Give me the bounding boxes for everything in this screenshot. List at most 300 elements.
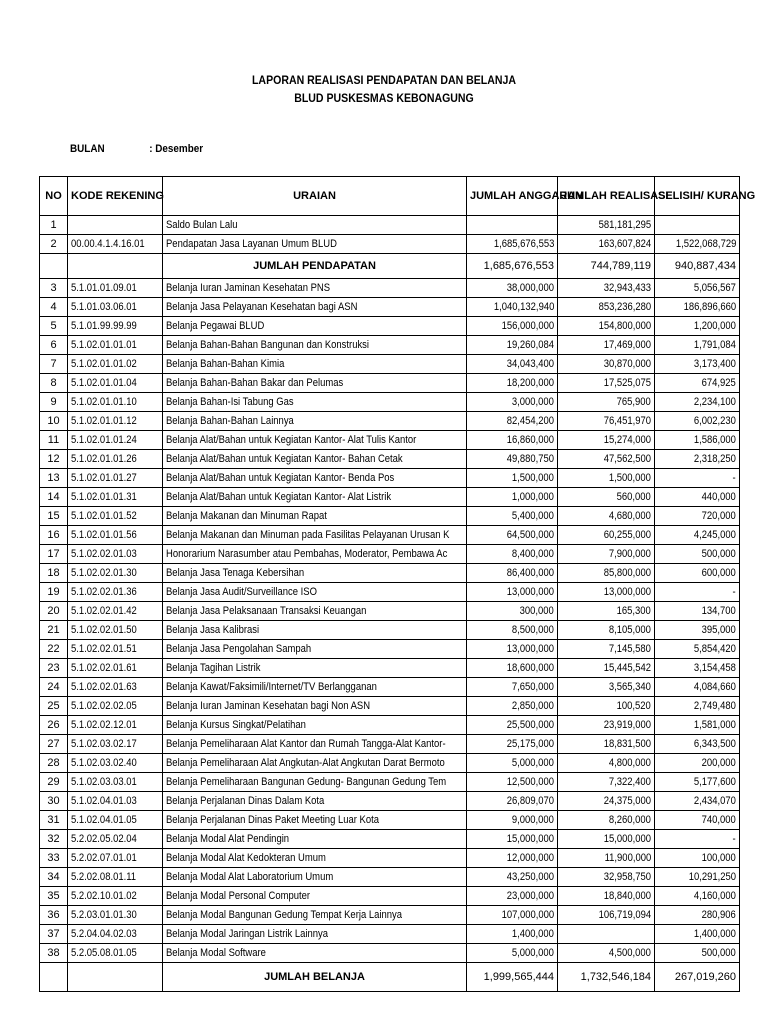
cell-uraian-text: Belanja Perjalanan Dinas Paket Meeting Luar Kota: [166, 814, 379, 826]
cell-realisasi: [558, 735, 655, 754]
cell-selisih: [655, 697, 740, 716]
cell-no-text: 23: [47, 662, 60, 674]
cell-selisih-text: 1,586,000: [693, 434, 736, 446]
cell-realisasi: [558, 298, 655, 317]
cell-selisih-text: 4,245,000: [693, 529, 736, 541]
cell-realisasi: [558, 336, 655, 355]
cell-selisih: [655, 621, 740, 640]
cell-no-text: 24: [47, 681, 60, 693]
cell-no-text: 1: [50, 219, 57, 231]
cell-no: [40, 235, 68, 254]
table-row: [40, 374, 740, 393]
cell-realisasi-text: 560,000: [616, 491, 651, 503]
cell-selisih-text: 2,318,250: [693, 453, 736, 465]
cell-realisasi: [558, 716, 655, 735]
cell-realisasi: [558, 811, 655, 830]
cell-realisasi-text: 15,274,000: [603, 434, 651, 446]
cell-selisih: [655, 925, 740, 944]
cell-uraian: [163, 279, 467, 298]
cell-no: [40, 640, 68, 659]
cell-anggaran: [467, 659, 558, 678]
cell-selisih: [655, 298, 740, 317]
cell-uraian: [163, 830, 467, 849]
cell-no: [40, 659, 68, 678]
cell-anggaran-text: 16,860,000: [506, 434, 554, 446]
cell-uraian-text: Belanja Iuran Jaminan Kesehatan bagi Non ASN: [166, 700, 371, 712]
total-belanja-realisasi: 1,732,546,184: [558, 963, 655, 992]
cell-uraian: [163, 298, 467, 317]
cell-realisasi: [558, 317, 655, 336]
cell-selisih: [655, 545, 740, 564]
cell-realisasi-text: 47,562,500: [603, 453, 651, 465]
cell-anggaran-text: 5,400,000: [511, 510, 554, 522]
cell-uraian-text: Belanja Alat/Bahan untuk Kegiatan Kantor- Bahan Cetak: [166, 453, 403, 465]
table-row: [40, 944, 740, 963]
cell-selisih-text: 100,000: [701, 852, 736, 864]
cell-uraian-text: Belanja Modal Alat Laboratorium Umum: [166, 871, 334, 883]
cell-selisih: [655, 583, 740, 602]
cell-anggaran-text: 300,000: [519, 605, 554, 617]
cell-realisasi-text: 163,607,824: [598, 238, 651, 250]
cell-no: [40, 583, 68, 602]
cell-kode: [68, 564, 163, 583]
cell-uraian: [163, 792, 467, 811]
cell-anggaran-text: 12,000,000: [506, 852, 554, 864]
cell-anggaran: [467, 697, 558, 716]
table-row: [40, 849, 740, 868]
cell-uraian-text: Belanja Makanan dan Minuman pada Fasilitas Pelayanan Urusan K: [166, 529, 450, 541]
cell-selisih-text: 2,434,070: [693, 795, 736, 807]
cell-realisasi-text: 15,445,542: [603, 662, 651, 674]
cell-no: [40, 393, 68, 412]
table-row: [40, 507, 740, 526]
cell-kode: [68, 830, 163, 849]
table-row: [40, 716, 740, 735]
cell-realisasi: [558, 773, 655, 792]
table-row: [40, 216, 740, 235]
cell-realisasi-text: 11,900,000: [604, 852, 651, 864]
cell-realisasi-text: 1,500,000: [608, 472, 651, 484]
cell-no: [40, 602, 68, 621]
cell-uraian-text: Saldo Bulan Lalu: [166, 219, 238, 231]
cell-anggaran-text: 34,043,400: [506, 358, 554, 370]
cell-no-text: 29: [47, 776, 60, 788]
cell-uraian-text: Belanja Modal Software: [166, 947, 266, 959]
cell-kode-text: 5.2.05.08.01.05: [71, 947, 137, 959]
cell-realisasi-text: 581,181,295: [598, 219, 651, 231]
cell-kode-text: 5.1.02.02.02.05: [71, 700, 137, 712]
table-row: [40, 887, 740, 906]
cell-selisih-text: 6,002,230: [693, 415, 736, 427]
cell-uraian-text: Belanja Pemeliharaan Alat Angkutan-Alat Angkutan Darat Bermoto: [166, 757, 445, 769]
cell-selisih: [655, 412, 740, 431]
cell-kode: [68, 602, 163, 621]
table-row: [40, 450, 740, 469]
cell-uraian-text: Belanja Bahan-Bahan Lainnya: [166, 415, 294, 427]
cell-no-text: 31: [47, 814, 60, 826]
cell-selisih: [655, 830, 740, 849]
cell-no: [40, 849, 68, 868]
cell-selisih-text: 5,854,420: [693, 643, 736, 655]
cell-realisasi-text: 4,680,000: [608, 510, 651, 522]
col-header-kode: KODE REKENING: [68, 177, 163, 216]
cell-kode: [68, 735, 163, 754]
cell-anggaran-text: 1,500,000: [511, 472, 554, 484]
cell-kode-text: 5.1.02.03.03.01: [71, 776, 137, 788]
cell-anggaran-text: 19,260,084: [506, 339, 554, 351]
cell-anggaran: [467, 279, 558, 298]
cell-anggaran-text: 26,809,070: [506, 795, 554, 807]
cell-selisih: [655, 792, 740, 811]
cell-kode-text: 5.1.02.02.01.50: [71, 624, 137, 636]
cell-no: [40, 906, 68, 925]
cell-kode: [68, 526, 163, 545]
period-separator: :: [149, 143, 153, 155]
cell-kode-text: 5.2.02.10.01.02: [71, 890, 137, 902]
cell-realisasi-text: 17,525,075: [603, 377, 651, 389]
cell-no-text: 6: [50, 339, 57, 351]
cell-no: [40, 216, 68, 235]
cell-kode-text: 5.1.02.01.01.04: [71, 377, 137, 389]
cell-selisih-text: 4,160,000: [693, 890, 736, 902]
belanja-section: [40, 279, 740, 963]
cell-no-text: 21: [47, 624, 60, 636]
cell-kode-text: 00.00.4.1.4.16.01: [71, 238, 145, 250]
cell-selisih: [655, 811, 740, 830]
cell-uraian: [163, 216, 467, 235]
cell-kode-text: 5.1.01.01.09.01: [71, 282, 137, 294]
cell-uraian-text: Pendapatan Jasa Layanan Umum BLUD: [166, 238, 337, 250]
table-row: [40, 564, 740, 583]
cell-no-text: 8: [50, 377, 57, 389]
cell-kode: [68, 621, 163, 640]
cell-selisih: [655, 868, 740, 887]
cell-anggaran: [467, 355, 558, 374]
cell-selisih-text: 280,906: [701, 909, 736, 921]
cell-selisih-text: -: [732, 586, 736, 598]
table-row: [40, 412, 740, 431]
cell-anggaran: [467, 526, 558, 545]
total-pendapatan-label: JUMLAH PENDAPATAN: [163, 254, 467, 279]
report-subtitle: BLUD PUSKESMAS KEBONAGUNG: [294, 91, 474, 105]
cell-kode: [68, 887, 163, 906]
cell-no: [40, 355, 68, 374]
cell-no: [40, 431, 68, 450]
cell-anggaran-text: 25,175,000: [506, 738, 554, 750]
cell-selisih: [655, 393, 740, 412]
cell-no: [40, 336, 68, 355]
cell-no-text: 30: [47, 795, 60, 807]
cell-selisih: [655, 279, 740, 298]
total-belanja-no: [40, 963, 68, 992]
cell-realisasi-text: 23,919,000: [603, 719, 651, 731]
cell-selisih-text: 2,234,100: [693, 396, 736, 408]
cell-uraian-text: Belanja Modal Alat Kedokteran Umum: [166, 852, 326, 864]
cell-anggaran-text: 64,500,000: [506, 529, 554, 541]
cell-anggaran: [467, 450, 558, 469]
cell-selisih: [655, 216, 740, 235]
cell-selisih-text: 5,056,567: [693, 282, 736, 294]
cell-realisasi: [558, 868, 655, 887]
cell-selisih: [655, 355, 740, 374]
cell-uraian-text: Belanja Pegawai BLUD: [166, 320, 265, 332]
cell-uraian: [163, 811, 467, 830]
cell-realisasi-text: 30,870,000: [603, 358, 651, 370]
cell-uraian-text: Belanja Jasa Pengolahan Sampah: [166, 643, 312, 655]
table-row: [40, 792, 740, 811]
cell-no-text: 13: [47, 472, 60, 484]
cell-kode: [68, 507, 163, 526]
cell-realisasi-text: 853,236,280: [598, 301, 651, 313]
cell-kode: [68, 450, 163, 469]
cell-no: [40, 412, 68, 431]
cell-anggaran-text: 38,000,000: [506, 282, 554, 294]
cell-selisih-text: 200,000: [701, 757, 736, 769]
cell-uraian-text: Belanja Bahan-Isi Tabung Gas: [166, 396, 294, 408]
cell-uraian: [163, 488, 467, 507]
cell-kode: [68, 678, 163, 697]
table-row: [40, 469, 740, 488]
cell-kode: [68, 811, 163, 830]
col-header-no: NO: [40, 177, 68, 216]
cell-realisasi-text: 17,469,000: [603, 339, 651, 351]
cell-anggaran: [467, 640, 558, 659]
cell-uraian: [163, 545, 467, 564]
cell-realisasi-text: 106,719,094: [598, 909, 651, 921]
cell-realisasi: [558, 355, 655, 374]
cell-no-text: 19: [47, 586, 60, 598]
cell-kode: [68, 235, 163, 254]
table-row: [40, 925, 740, 944]
cell-anggaran: [467, 317, 558, 336]
cell-selisih: [655, 887, 740, 906]
cell-realisasi-text: 18,840,000: [603, 890, 651, 902]
cell-uraian-text: Belanja Modal Personal Computer: [166, 890, 311, 902]
cell-uraian: [163, 374, 467, 393]
cell-uraian-text: Belanja Alat/Bahan untuk Kegiatan Kantor- Benda Pos: [166, 472, 395, 484]
cell-realisasi: [558, 488, 655, 507]
table-row: [40, 317, 740, 336]
cell-realisasi-text: 18,831,500: [603, 738, 651, 750]
table-row: [40, 678, 740, 697]
cell-kode: [68, 431, 163, 450]
total-belanja-selisih: 267,019,260: [655, 963, 740, 992]
cell-uraian: [163, 925, 467, 944]
cell-realisasi: [558, 621, 655, 640]
cell-selisih: [655, 469, 740, 488]
cell-uraian-text: Belanja Tagihan Listrik: [166, 662, 261, 674]
cell-selisih-text: 3,173,400: [693, 358, 736, 370]
total-pendapatan-selisih: 940,887,434: [655, 254, 740, 279]
cell-kode: [68, 216, 163, 235]
cell-anggaran-text: 49,880,750: [506, 453, 554, 465]
cell-anggaran: [467, 868, 558, 887]
cell-selisih: [655, 754, 740, 773]
cell-selisih: [655, 716, 740, 735]
cell-selisih: [655, 735, 740, 754]
cell-anggaran-text: 43,250,000: [506, 871, 554, 883]
table-row: [40, 754, 740, 773]
cell-uraian-text: Belanja Jasa Pelaksanaan Transaksi Keuangan: [166, 605, 367, 617]
table-row: [40, 298, 740, 317]
cell-no: [40, 469, 68, 488]
cell-realisasi-text: 76,451,970: [603, 415, 651, 427]
cell-uraian: [163, 887, 467, 906]
cell-anggaran: [467, 488, 558, 507]
cell-no: [40, 545, 68, 564]
cell-uraian: [163, 317, 467, 336]
total-pendapatan-section: [40, 254, 740, 279]
table-row: [40, 602, 740, 621]
cell-selisih-text: 500,000: [701, 947, 736, 959]
cell-kode: [68, 849, 163, 868]
period-row: [70, 143, 204, 155]
cell-realisasi: [558, 564, 655, 583]
cell-anggaran: [467, 602, 558, 621]
cell-anggaran-text: 8,500,000: [511, 624, 554, 636]
cell-kode: [68, 754, 163, 773]
col-header-uraian: URAIAN: [163, 177, 467, 216]
cell-no-text: 17: [47, 548, 60, 560]
cell-uraian-text: Honorarium Narasumber atau Pembahas, Moderator, Pembawa Ac: [166, 548, 448, 560]
cell-kode-text: 5.1.02.02.12.01: [71, 719, 137, 731]
cell-anggaran-text: 156,000,000: [501, 320, 554, 332]
cell-anggaran: [467, 507, 558, 526]
cell-kode-text: 5.1.02.01.01.24: [71, 434, 137, 446]
cell-selisih-text: 1,791,084: [693, 339, 736, 351]
cell-kode-text: 5.1.02.01.01.56: [71, 529, 137, 541]
cell-realisasi-text: 15,000,000: [603, 833, 651, 845]
cell-kode: [68, 279, 163, 298]
cell-anggaran-text: 1,685,676,553: [493, 238, 554, 250]
cell-realisasi: [558, 279, 655, 298]
table-row: [40, 735, 740, 754]
cell-kode: [68, 355, 163, 374]
cell-selisih-text: -: [732, 472, 736, 484]
cell-kode: [68, 374, 163, 393]
cell-kode-text: 5.1.01.99.99.99: [71, 320, 137, 332]
cell-no-text: 7: [50, 358, 57, 370]
cell-kode-text: 5.2.02.05.02.04: [71, 833, 137, 845]
cell-selisih-text: -: [732, 833, 736, 845]
cell-no: [40, 317, 68, 336]
period-value: Desember: [155, 143, 204, 155]
cell-kode-text: 5.1.02.02.01.36: [71, 586, 137, 598]
cell-uraian: [163, 716, 467, 735]
cell-no-text: 35: [47, 890, 60, 902]
cell-realisasi: [558, 583, 655, 602]
cell-kode: [68, 336, 163, 355]
cell-anggaran-text: 18,600,000: [506, 662, 554, 674]
cell-anggaran: [467, 545, 558, 564]
cell-uraian: [163, 235, 467, 254]
table-row: [40, 431, 740, 450]
cell-no-text: 36: [47, 909, 60, 921]
cell-selisih-text: 6,343,500: [693, 738, 736, 750]
cell-realisasi: [558, 944, 655, 963]
cell-uraian: [163, 640, 467, 659]
cell-realisasi-text: 100,520: [616, 700, 651, 712]
cell-selisih: [655, 450, 740, 469]
cell-kode: [68, 488, 163, 507]
cell-kode-text: 5.1.02.01.01.26: [71, 453, 137, 465]
total-belanja-section: [40, 963, 740, 992]
cell-anggaran: [467, 716, 558, 735]
cell-kode-text: 5.1.02.02.01.03: [71, 548, 137, 560]
cell-realisasi-text: 4,500,000: [608, 947, 651, 959]
cell-no: [40, 507, 68, 526]
cell-no: [40, 678, 68, 697]
cell-uraian: [163, 450, 467, 469]
cell-anggaran-text: 12,500,000: [506, 776, 554, 788]
cell-kode: [68, 944, 163, 963]
report-table: [39, 176, 756, 992]
cell-kode: [68, 545, 163, 564]
cell-selisih-text: 1,400,000: [693, 928, 736, 940]
cell-no: [40, 697, 68, 716]
table-row: [40, 868, 740, 887]
table-row: [40, 279, 740, 298]
cell-kode-text: 5.2.02.07.01.01: [71, 852, 137, 864]
cell-kode-text: 5.1.02.01.01.27: [71, 472, 137, 484]
cell-uraian-text: Belanja Pemeliharaan Bangunan Gedung- Bangunan Gedung Tem: [166, 776, 447, 788]
cell-selisih: [655, 849, 740, 868]
cell-anggaran: [467, 906, 558, 925]
cell-anggaran: [467, 336, 558, 355]
cell-anggaran: [467, 830, 558, 849]
cell-anggaran-text: 15,000,000: [506, 833, 554, 845]
cell-uraian: [163, 507, 467, 526]
cell-selisih: [655, 336, 740, 355]
cell-kode-text: 5.1.02.01.01.12: [71, 415, 137, 427]
cell-kode-text: 5.1.02.02.01.63: [71, 681, 137, 693]
cell-uraian: [163, 735, 467, 754]
cell-selisih: [655, 640, 740, 659]
cell-realisasi: [558, 754, 655, 773]
table-row: [40, 659, 740, 678]
cell-kode-text: 5.1.02.02.01.30: [71, 567, 137, 579]
cell-anggaran: [467, 393, 558, 412]
cell-realisasi: [558, 469, 655, 488]
cell-kode-text: 5.1.02.02.01.61: [71, 662, 137, 674]
cell-uraian-text: Belanja Iuran Jaminan Kesehatan PNS: [166, 282, 331, 294]
cell-no-text: 20: [47, 605, 60, 617]
cell-uraian-text: Belanja Bahan-Bahan Kimia: [166, 358, 285, 370]
cell-kode-text: 5.1.02.01.01.02: [71, 358, 137, 370]
cell-no-text: 3: [50, 282, 57, 294]
cell-no: [40, 887, 68, 906]
cell-realisasi-text: 24,375,000: [603, 795, 651, 807]
total-pendapatan-kode: [68, 254, 163, 279]
cell-kode-text: 5.1.02.04.01.03: [71, 795, 137, 807]
cell-kode: [68, 906, 163, 925]
cell-realisasi-text: 32,958,750: [603, 871, 651, 883]
table-header-row: [40, 177, 740, 216]
table-row: [40, 906, 740, 925]
cell-anggaran: [467, 216, 558, 235]
cell-kode-text: 5.1.02.03.02.40: [71, 757, 137, 769]
table-row: [40, 773, 740, 792]
cell-kode: [68, 317, 163, 336]
cell-no: [40, 450, 68, 469]
cell-no: [40, 621, 68, 640]
cell-realisasi: [558, 697, 655, 716]
cell-no-text: 37: [47, 928, 60, 940]
cell-kode-text: 5.1.02.04.01.05: [71, 814, 137, 826]
table-row: [40, 488, 740, 507]
cell-anggaran: [467, 583, 558, 602]
cell-anggaran-text: 13,000,000: [506, 586, 554, 598]
